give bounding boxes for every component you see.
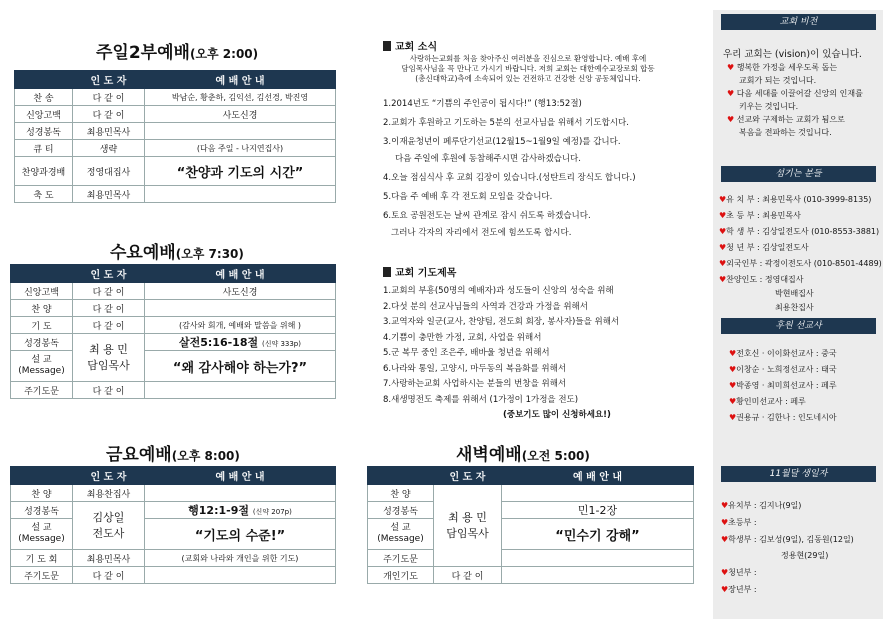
table-row: 성경봉독 최용민목사: [15, 123, 336, 140]
news-list: 1.2014년도 “기쁨의 주인공이 됩시다!” (행13:52절) 2.교회가 후원하고 기도하는 5분의 선교사님을 위해서 기도합시다. 3.이재윤청년이 페루단기선교(12월15~1월9일 예정)를 갑니다. 다음 주일에 후원에 동참해주시면 감사하겠습니다. 4.오늘 점심식사 후 교회 김장이 있습니다.(성탄트리 장식도 합니다.) 5.다음 주 예배 후 각 전도회 모임을 갖습니다. 6.토요 공원전도는 날씨 관계로 잠시 쉬도록 하겠습니다. 그러나 각자의 자리에서 전도에 힘쓰도록 합시다.: [383, 99, 636, 238]
heart-icon: ♥: [719, 259, 727, 268]
prayer-list: 1.교회의 부흥(50명의 예배자)과 성도들이 신앙의 성숙을 위해 2.다섯 분의 선교사님들의 사역과 건강과 가정을 위해서 3.교역자와 일군(교사, 찬양팀, 전도회 회장, 봉사자)들을 위해서 4.기쁨이 충만한 가정, 교회, 사업을 위해서 5.군 복무 중인 조은주, 배바울 청년을 위해서 6.나라와 통일, 고양시, 마두동의 복음화를 위해서 7.사랑하는교회 사업하시는 분들의 번창을 위해서 8.새생명전도 축제를 위해서 (1가정이 1가정을 전도) (중보기도 많이 신청하세요!): [383, 286, 620, 420]
heart-icon: ♥: [727, 115, 735, 124]
heart-icon: ♥: [719, 243, 727, 252]
table-row: 설 교 (Message) “민수기 강해”: [368, 519, 694, 550]
heart-icon: ♥: [721, 585, 729, 594]
table-row: 개인기도 다 같 이: [368, 567, 694, 584]
wednesday-table: 인 도 자 예 배 안 내 신앙고백 다 같 이 사도신경 찬 양 다 같 이 기 도 다 같 이 (감사와 회개, 예배와 말씀을 위해 ) 성경봉독 최 용 민 담임목사 살전5:16-18절 (신약 333p) 설 교 (Message) “왜 감사해야 하는가?” 주기도문 다 같 이: [10, 264, 336, 399]
heart-icon: ♥: [721, 518, 729, 527]
heart-icon: ♥: [719, 275, 727, 284]
table-row: 설 교 (Message) “기도의 수준!”: [11, 519, 336, 550]
heart-icon: ♥: [727, 63, 735, 72]
heart-icon: ♥: [727, 89, 735, 98]
square-bullet-icon: [383, 41, 391, 51]
heart-icon: ♥: [729, 381, 737, 390]
table-row: 찬 양 최용찬집사: [11, 485, 336, 502]
table-row: 주기도문 다 같 이: [11, 382, 336, 399]
staff-heading: 섬기는 분들: [721, 166, 876, 182]
heart-icon: ♥: [721, 535, 729, 544]
heart-icon: ♥: [719, 211, 727, 220]
heart-icon: ♥: [729, 349, 737, 358]
sunday-title: 주일2부예배(오후 2:00): [96, 43, 259, 63]
table-row: 찬 송 다 같 이 박남순, 황춘하, 김익선, 김선경, 박진영: [15, 89, 336, 106]
heart-icon: ♥: [729, 365, 737, 374]
table-row: 신앙고백 다 같 이 사도신경: [11, 283, 336, 300]
prayer-heading: 교회 기도제목: [383, 264, 456, 279]
heart-icon: ♥: [721, 568, 729, 577]
vision-heading: 교회 비전: [721, 14, 876, 30]
table-row: 기 도 다 같 이 (감사와 회개, 예배와 말씀을 위해 ): [11, 317, 336, 334]
table-row: 성경봉독 최 용 민 담임목사 살전5:16-18절 (신약 333p): [11, 334, 336, 351]
table-row: 기 도 회 최용민목사 (교회와 나라와 개인을 위한 기도): [11, 550, 336, 567]
dawn-title: 새벽예배(오전 5:00): [456, 445, 590, 465]
heart-icon: ♥: [729, 397, 737, 406]
table-row: 축 도 최용민목사: [15, 186, 336, 203]
sunday-table: 인 도 자 예 배 안 내 찬 송 다 같 이 박남순, 황춘하, 김익선, 김선경, 박진영 신앙고백 다 같 이 사도신경 성경봉독 최용민목사 큐 티 생략 (다음 주일 - 나지연집사) 찬양과경배 정영대집사 “찬양과 기도의 시간” 축 도 최용민목사: [14, 70, 336, 203]
missionaries-heading: 후원 선교사: [721, 318, 876, 334]
table-row: 주기도문: [368, 550, 694, 567]
heart-icon: ♥: [721, 501, 729, 510]
birthdays-heading: 11월달 생일자: [721, 466, 876, 482]
friday-table: 인 도 자 예 배 안 내 찬 양 최용찬집사 성경봉독 김상일 전도사 행12:1-9절 (신약 207p) 설 교 (Message) “기도의 수준!” 기 도 회 최용민목사 (교회와 나라와 개인을 위한 기도) 주기도문 다 같 이: [10, 466, 336, 584]
news-heading: 교회 소식: [383, 38, 437, 53]
square-bullet-icon: [383, 267, 391, 277]
table-row: 설 교 (Message) “왜 감사해야 하는가?”: [11, 351, 336, 382]
table-row: 성경봉독 김상일 전도사 행12:1-9절 (신약 207p): [11, 502, 336, 519]
heart-icon: ♥: [719, 227, 727, 236]
heart-icon: ♥: [729, 413, 737, 422]
news-intro: 사랑하는교회를 처음 찾아주신 여러분을 진심으로 환영합니다. 예배 후에 담임목사님을 꼭 만나고 가시기 바랍니다. 저희 교회는 대한예수교장로회 합동 (총신대학교)측에 소속되어 있는 건전하고 건강한 신앙 공동체입니다.: [401, 54, 655, 83]
table-row: 찬 양 최 용 민 담임목사: [368, 485, 694, 502]
table-row: 성경봉독 민1-2장: [368, 502, 694, 519]
wednesday-title: 수요예배(오후 7:30): [110, 243, 244, 263]
table-row: 찬양과경배 정영대집사 “찬양과 기도의 시간”: [15, 157, 336, 186]
friday-title: 금요예배(오후 8:00): [106, 445, 240, 465]
table-row: 신앙고백 다 같 이 사도신경: [15, 106, 336, 123]
table-row: 큐 티 생략 (다음 주일 - 나지연집사): [15, 140, 336, 157]
table-row: 찬 양 다 같 이: [11, 300, 336, 317]
table-row: 주기도문 다 같 이: [11, 567, 336, 584]
sidebar: 교회 비전 우리 교회는 (vision)이 있습니다. ♥ 행복한 가정을 세우도록 돕는 교회가 되는 것입니다. ♥ 다음 세대를 이끌어갈 신앙의 인재를 키우는 것입니다. ♥ 선교와 구제하는 교회가 됨으로 복음을 전파하는 것입니다. 섬기는 분들 ♥유 치 부 : 최용민목사 (010-3999-8135) ♥초 등 부 : 최용민목사 ♥학 생 부 : 김상일전도사 (010-8553-3881) ♥청 년 부 : 김상일전도사 ♥외국인부 : 곽정이전도사 (010-8501-4489) ♥찬양인도 : 정영대집사 박현배집사 최용찬집사 후원 선교사 ♥전호신 · 이이화선교사 : 중국 ♥이창순 · 노희정선교사 : 태국 ♥박종영 · 최미희선교사 : 페루 ♥황인미선교사 : 페루 ♥권용규 · 김한나 : 인도네시아 11월달 생일자 ♥유치부 : 김지나(9일) ♥초등부 : ♥학생부 : 김보성(9일), 김동원(12일) 정용현(29일) ♥청년부 : ♥장년부 :: [713, 10, 883, 619]
heart-icon: ♥: [719, 195, 727, 204]
dawn-table: 인 도 자 예 배 안 내 찬 양 최 용 민 담임목사 성경봉독 민1-2장 설 교 (Message) “민수기 강해” 주기도문 개인기도 다 같 이: [367, 466, 694, 584]
